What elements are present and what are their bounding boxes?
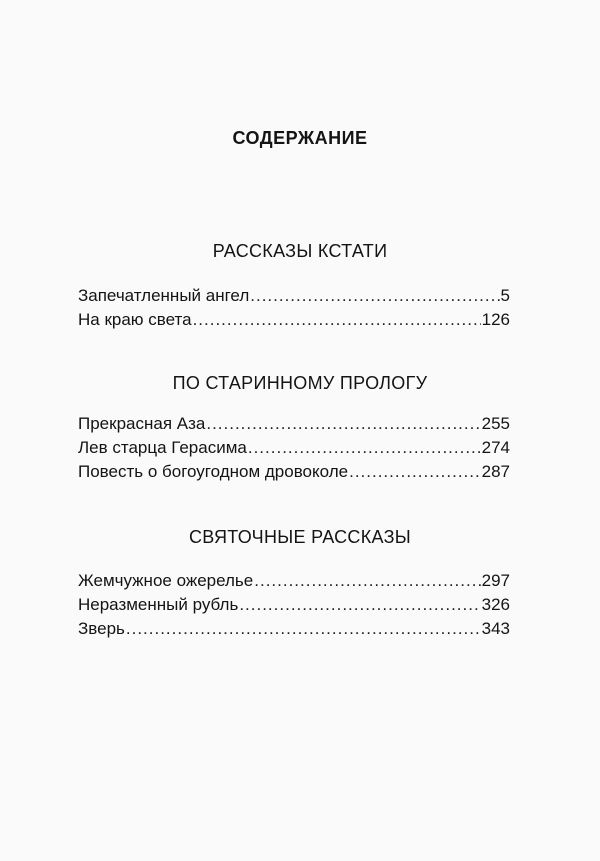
dot-leader [193,308,481,332]
dot-leader [239,593,480,617]
section-heading: РАССКАЗЫ КСТАТИ [212,241,388,261]
toc-entry [78,412,510,436]
entry-title: Прекрасная Аза [78,414,206,433]
dot-leader [126,617,481,641]
entry-page-number: 297 [481,571,510,590]
toc-entry [78,593,510,617]
toc-entry [78,460,510,484]
section-heading: СВЯТОЧНЫЕ РАССКАЗЫ [188,527,412,547]
dot-leader [206,412,480,436]
entry-page-number: 287 [481,462,510,481]
entry-page-number: 255 [481,414,510,433]
entry-title: На краю света [78,310,192,329]
section-entries [78,412,510,484]
toc-entry [78,569,510,593]
entry-title: Повесть о богоугодном дровоколе [78,462,349,481]
entry-title: Неразменный рубль [78,595,239,614]
dot-leader [349,460,481,484]
dot-leader [250,284,499,308]
entry-page-number: 126 [481,310,510,329]
toc-entry [78,436,510,460]
entry-title: Запечатленный ангел [78,286,250,305]
entry-title: Жемчужное ожерелье [78,571,254,590]
entry-page-number: 343 [481,619,510,638]
dot-leader [248,436,481,460]
section-heading: ПО СТАРИННОМУ ПРОЛОГУ [172,373,428,393]
entry-page-number: 274 [481,438,510,457]
entry-title: Зверь [78,619,125,638]
section-entries [78,284,510,332]
entry-page-number: 5 [500,286,510,305]
section-entries [78,569,510,641]
toc-entry [78,617,510,641]
entry-title: Лев старца Герасима [78,438,247,457]
toc-entry [78,284,510,308]
toc-entry [78,308,510,332]
dot-leader [254,569,480,593]
page-title: СОДЕРЖАНИЕ [232,128,368,148]
entry-page-number: 326 [481,595,510,614]
